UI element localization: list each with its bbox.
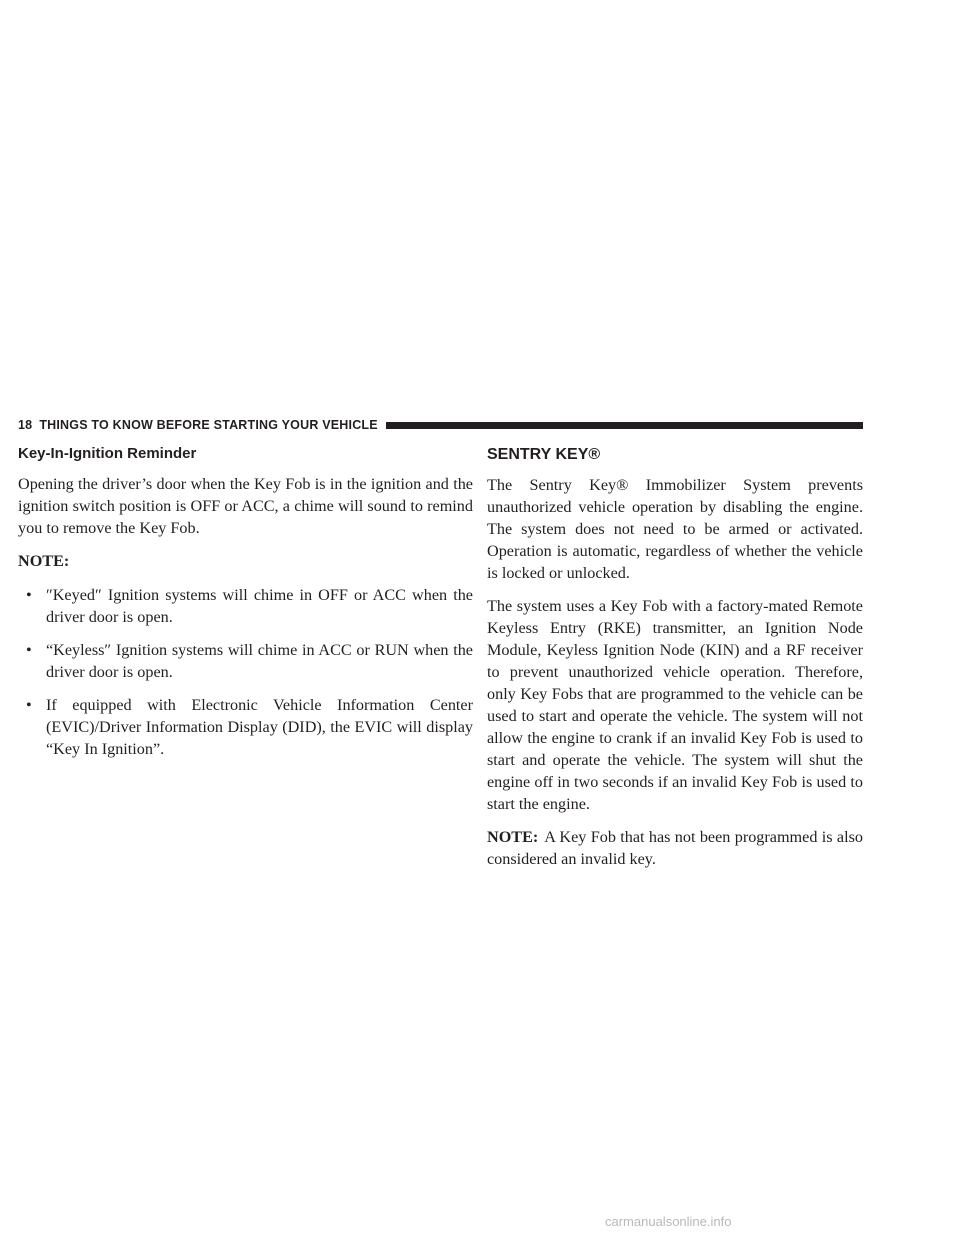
list-item-text: ″Keyed″ Ignition systems will chime in OFF or ACC when the driver door is open. [46,586,473,626]
watermark: carmanualsonline.info [605,1214,732,1229]
note-label: NOTE: [487,828,539,846]
key-in-ignition-heading: Key-In-Ignition Reminder [18,445,197,462]
list-item-text: “Keyless″ Ignition systems will chime in ACC or RUN when the driver door is open. [46,641,473,681]
sentry-key-paragraph-1: The Sentry Key® Immobilizer System prevents unauthorized vehicle operation by disabling the engine. The system does not need to be armed or activated. Operation is automatic, regardless of whether the vehicle is locked or unlocked. [487,476,863,582]
header-rule [386,422,863,429]
sentry-key-paragraph-2: The system uses a Key Fob with a factory-mated Remote Keyless Entry (RKE) transmitter, an Ignition Node Module, Keyless Ignition Node (KIN) and a RF receiver to prevent unauthorized vehicle operation. Therefore, only Key Fobs that are programmed to the vehicle can be used to start and operate the vehicle. The system will not allow the engine to crank if an invalid Key Fob is used to start and operate the vehicle. The system will shut the engine off in two seconds if an invalid Key Fob is used to start the engine. [487,597,863,813]
left-column [18,440,473,771]
section-title: THINGS TO KNOW BEFORE STARTING YOUR VEHICLE [39,418,378,432]
key-in-ignition-paragraph: Opening the driver’s door when the Key Fob is in the ignition and the ignition switch position is OFF or ACC, a chime will sound to remind you to remove the Key Fob. [18,475,473,537]
list-item-text: If equipped with Electronic Vehicle Information Center (EVIC)/Driver Information Display (DID), the EVIC will display “Key In Ignition”. [46,696,473,758]
list-item [18,694,473,760]
list-item [18,584,473,628]
right-column [487,440,863,881]
bullet-icon: • [26,696,32,714]
page-header [18,414,863,436]
bullet-icon: • [26,641,32,659]
note-label: NOTE: [18,552,70,570]
note-text: A Key Fob that has not been programmed is also considered an invalid key. [487,828,863,868]
sentry-key-heading: SENTRY KEY® [487,446,601,463]
bullet-icon: • [26,586,32,604]
page-number: 18 [18,418,33,432]
list-item [18,639,473,683]
note-bullet-list [18,584,473,760]
sentry-key-note [487,826,863,870]
